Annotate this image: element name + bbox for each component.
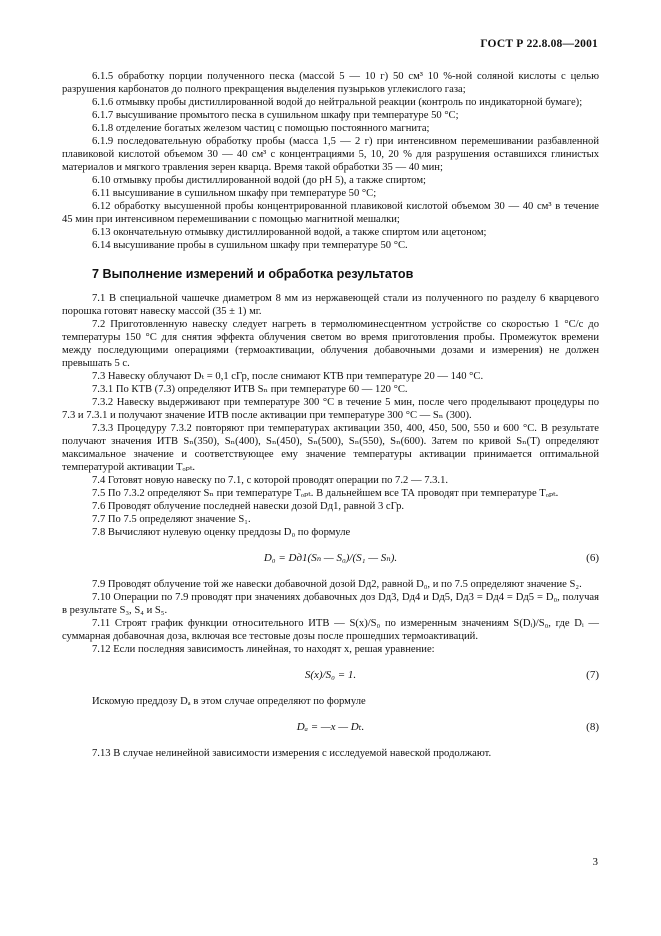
para-7-8: 7.8 Вычисляют нулевую оценку преддозы D₀ по формуле: [92, 527, 351, 538]
formula-6-row: [62, 548, 599, 570]
para-7-12: 7.12 Если последняя зависимость линейная, то находят x, решая уравнение:: [92, 644, 435, 655]
item-6-1-9: 6.1.9 последовательную обработку пробы (масса 1,5 — 2 г) при интенсивном перемешивании разбавленной плавиковой кислотой объемом 30 — 40 см³ с концентрациями 5, 10, 20 % для разрушения оставшихся глинистых материалов и мягкого травления зерен кварца. Время такой обработки 35 — 40 мин;: [62, 136, 599, 173]
formula-8: Dₐ = —x — Dₜ.: [296, 721, 365, 733]
item-6-1-5: 6.1.5 обработку порции полученного песка (массой 5 — 10 г) 50 см³ 10 %-ной соляной кислоты с целью разрушения карбонатов до полного прекращения выделения пузырьков углекислого газа;: [62, 71, 599, 95]
page-content: [62, 70, 599, 760]
item-6-14: 6.14 высушивание пробы в сушильном шкафу при температуре 50 °С.: [92, 240, 408, 251]
para-7-11: 7.11 Строят график функции относительного ИТВ — S(x)/S₀ по измеренным значениям S(Dᵢ)/S₀, где Dᵢ — суммарная добавочная доза, включая все тестовые дозы после прошедших термоактиваций.: [62, 618, 599, 642]
item-6-1-6: 6.1.6 отмывку пробы дистиллированной водой до нейтральной реакции (контроль по индикаторной бумаге);: [92, 97, 583, 108]
para-7-4: 7.4 Готовят новую навеску по 7.1, с которой проводят операции по 7.2 — 7.3.1.: [92, 475, 449, 486]
formula-8-row: [62, 717, 599, 739]
para-7-3: 7.3 Навеску облучают Dₜ = 0,1 сГр, после снимают КТВ при температуре 20 — 140 °С.: [92, 371, 484, 382]
section-7-title: 7 Выполнение измерений и обработка результатов: [92, 267, 414, 281]
para-7-1: 7.1 В специальной чашечке диаметром 8 мм из нержавеющей стали из полученного по разделу 6 кварцевого порошка готовят навеску массой (35 ± 1) мг.: [62, 293, 599, 317]
para-sought-predose: Искомую преддозу Dₐ в этом случае определяют по формуле: [92, 696, 366, 707]
para-7-10: 7.10 Операции по 7.9 проводят при значениях добавочных доз Dд3, Dд4 и Dд5, Dд3 = Dд4 = Dд5 = D₀, получая в результате S₃, S₄ и S₅.: [62, 592, 599, 616]
formula-7-row: [62, 665, 599, 687]
para-7-2: 7.2 Приготовленную навеску следует нагреть в термолюминесцентном устройстве со скоростью 1 °С/с до температуры 150 °С для снятия эффекта облучения светом во время приготовления пробы. Промежуток времени между последующими операциями (термоактивации, облучения добавочными дозами и измерения) не должен превышать 5 с.: [62, 319, 599, 369]
page-number: 3: [592, 856, 598, 868]
item-6-1-8: 6.1.8 отделение богатых железом частиц с помощью постоянного магнита;: [92, 123, 430, 134]
formula-8-number: (8): [586, 721, 599, 733]
item-6-12: 6.12 обработку высушенной пробы концентрированной плавиковой кислотой объемом 30 — 40 см³ в течение 45 мин при интенсивном перемешивании с помощью магнитной мешалки;: [62, 201, 599, 225]
item-6-10: 6.10 отмывку пробы дистиллированной водой (до рН 5), а также спиртом;: [92, 175, 426, 186]
para-7-13: 7.13 В случае нелинейной зависимости измерения с исследуемой навеской продолжают.: [92, 748, 492, 759]
para-7-3-2: 7.3.2 Навеску выдерживают при температуре 300 °С в течение 5 мин, после чего проделывают процедуры по 7.3 и 7.3.1 и получают значение ИТВ после активации при температуре 300 °С — Sₙ (300).: [62, 397, 599, 421]
formula-6-number: (6): [586, 552, 599, 564]
para-7-3-3: 7.3.3 Процедуру 7.3.2 повторяют при температурах активации 350, 400, 450, 500, 550 и 600 °С. В результате получают значения ИТВ Sₙ(350), Sₙ(400), Sₙ(450), Sₙ(500), Sₙ(550), Sₙ(600). Затем по кривой Sₙ(T) определяют максимальное значение и соответствующее ему значение температуры активации принимается оптимальной температурой активации Tₒₚₜ.: [62, 423, 599, 473]
para-7-9: 7.9 Проводят облучение той же навески добавочной дозой Dд2, равной D₀, и по 7.5 определяют значение S₂.: [92, 579, 582, 590]
formula-6: D₀ = Dд1(Sₙ — S₀)/(S₁ — Sₙ).: [263, 552, 398, 564]
para-7-5: 7.5 По 7.3.2 определяют Sₙ при температуре Tₒₚₜ. В дальнейшем все ТА проводят при температуре Tₒₚₜ.: [92, 488, 559, 499]
item-6-11: 6.11 высушивание в сушильном шкафу при температуре 50 °С;: [92, 188, 377, 199]
para-7-7: 7.7 По 7.5 определяют значение S₁.: [92, 514, 251, 525]
formula-7: S(x)/S₀ = 1.: [304, 669, 357, 681]
formula-7-number: (7): [586, 669, 599, 681]
item-6-1-7: 6.1.7 высушивание промытого песка в сушильном шкафу при температуре 50 °С;: [92, 110, 459, 121]
para-7-3-1: 7.3.1 По КТВ (7.3) определяют ИТВ Sₙ при температуре 60 — 120 °С.: [92, 384, 408, 395]
para-7-6: 7.6 Проводят облучение последней навески дозой Dд1, равной 3 сГр.: [92, 501, 405, 512]
document-header: ГОСТ Р 22.8.08—2001: [480, 38, 598, 50]
item-6-13: 6.13 окончательную отмывку дистиллированной водой, а также спиртом или ацетоном;: [92, 227, 487, 238]
